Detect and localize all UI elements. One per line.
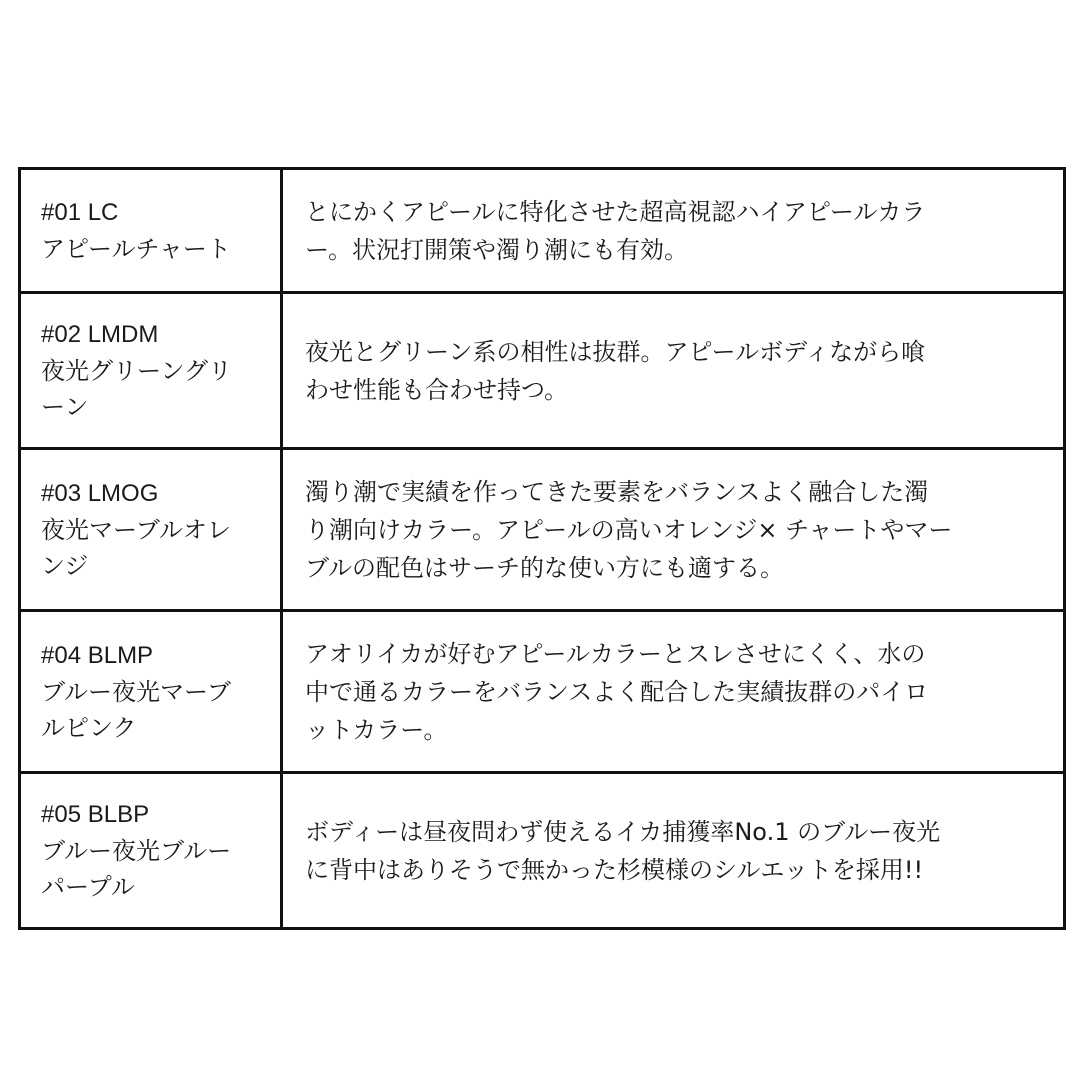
color-code: #01 LC bbox=[41, 198, 119, 226]
color-name: パープル bbox=[41, 872, 135, 901]
color-name: ブルー夜光ブルー bbox=[41, 836, 232, 865]
color-description-line: わせ性能も合わせ持つ。 bbox=[305, 375, 569, 404]
color-description-line: ー。状況打開策や濁り潮にも有効。 bbox=[305, 235, 689, 264]
color-description-line: 濁り潮で実績を作ってきた要素をバランスよく融合した濁 bbox=[305, 477, 929, 506]
color-description-line: ットカラー。 bbox=[305, 715, 448, 744]
color-description-line: に背中はありそうで無かった杉模様のシルエットを採用!! bbox=[305, 855, 924, 884]
color-name-cell bbox=[20, 773, 282, 929]
color-description-cell bbox=[282, 773, 1065, 929]
color-description-cell bbox=[282, 169, 1065, 293]
color-name: ブルー夜光マーブ bbox=[41, 677, 231, 706]
table-row bbox=[20, 449, 1065, 611]
color-code: #05 BLBP bbox=[41, 800, 150, 828]
color-name: ンジ bbox=[41, 551, 89, 580]
color-name-cell bbox=[20, 611, 282, 773]
color-description-line: ボディーは昼夜問わず使えるイカ捕獲率No.1 のブルー夜光 bbox=[305, 817, 941, 846]
color-description-cell bbox=[282, 449, 1065, 611]
color-name-cell bbox=[20, 169, 282, 293]
color-description-line: とにかくアピールに特化させた超高視認ハイアピールカラ bbox=[305, 197, 926, 226]
color-description-cell bbox=[282, 293, 1065, 449]
color-name-cell bbox=[20, 293, 282, 449]
color-description-line: り潮向けカラー。アピールの高いオレンジ× チャートやマー bbox=[305, 515, 953, 544]
color-code: #02 LMDM bbox=[41, 320, 159, 348]
color-name-cell bbox=[20, 449, 282, 611]
color-name: アピールチャート bbox=[41, 234, 231, 263]
table-row bbox=[20, 611, 1065, 773]
table-row bbox=[20, 773, 1065, 929]
color-name: 夜光グリーングリ bbox=[41, 356, 233, 385]
color-description-line: ブルの配色はサーチ的な使い方にも適する。 bbox=[305, 553, 785, 582]
color-description-line: アオリイカが好むアピールカラーとスレさせにくく、水の bbox=[305, 639, 926, 668]
color-code: #03 LMOG bbox=[41, 479, 159, 507]
table-row bbox=[20, 169, 1065, 293]
color-name: 夜光マーブルオレ bbox=[41, 515, 231, 544]
table-row bbox=[20, 293, 1065, 449]
color-description-line: 夜光とグリーン系の相性は抜群。アピールボディながら喰 bbox=[305, 337, 926, 366]
color-name: ーン bbox=[41, 392, 89, 421]
color-description-cell bbox=[282, 611, 1065, 773]
color-name: ルピンク bbox=[41, 713, 137, 742]
color-description-line: 中で通るカラーをバランスよく配合した実績抜群のパイロ bbox=[305, 677, 929, 706]
color-lineup-table bbox=[18, 167, 1066, 930]
color-code: #04 BLMP bbox=[41, 641, 154, 669]
